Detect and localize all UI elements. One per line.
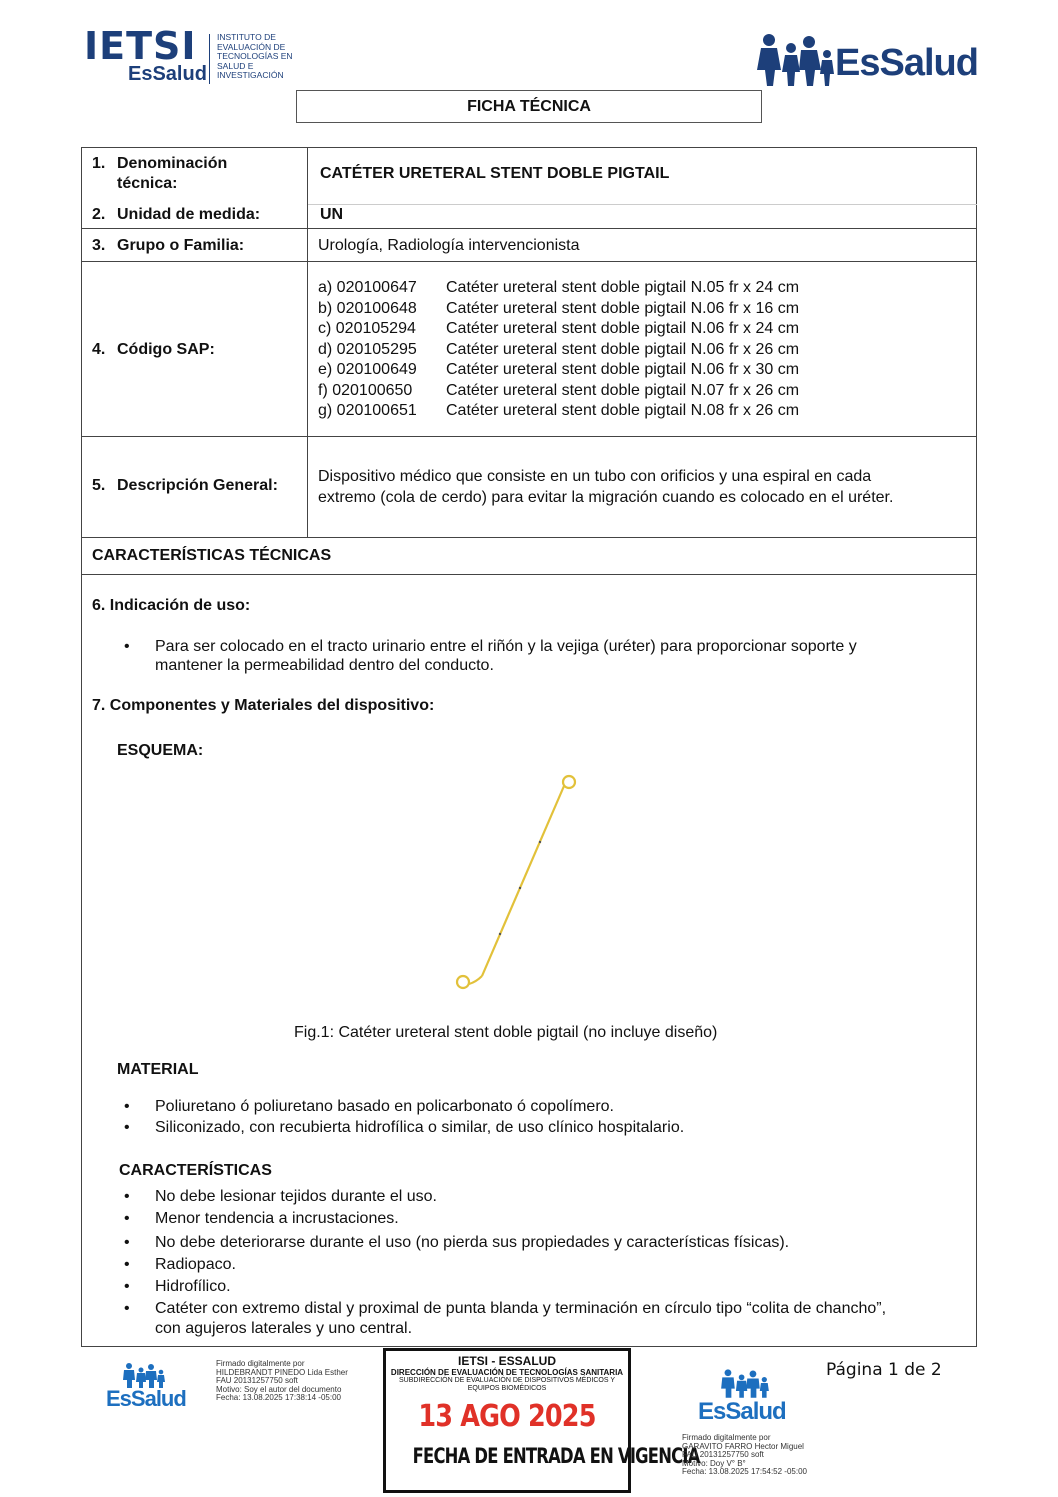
row3-num: 3.: [92, 237, 106, 254]
signature-right: Firmado digitalmente por GARAVITO FARRO Hector Miguel FAU 20131257750 soft Motivo: Doy V° B° Fecha: 13.08.2025 17:54:52 -05:00: [682, 1433, 807, 1476]
signature-left: Firmado digitalmente por HILDEBRANDT PINEDO Lida Esther FAU 20131257750 soft Motivo: Soy el autor del documento Fecha: 13.08.2025 17:38:14 -05:00: [216, 1359, 348, 1402]
sap-code-item: g) 020100651 Catéter ureteral stent doble pigtail N.08 fr x 26 cm: [318, 402, 800, 419]
row1-value: CATÉTER URETERAL STENT DOBLE PIGTAIL: [320, 165, 670, 182]
family-icon: [122, 1362, 166, 1388]
row4-label: Código SAP:: [117, 341, 215, 358]
s6-title: 6. Indicación de uso:: [92, 597, 251, 614]
validity-stamp: [383, 1348, 700, 1493]
row-divider: [82, 228, 977, 229]
row5-desc-line1: Dispositivo médico que consiste en un tubo con orificios y una espiral en cada: [318, 468, 872, 485]
sap-code-item: d) 020105295 Catéter ureteral stent doble pigtail N.06 fr x 26 cm: [318, 340, 800, 358]
section-heading: CARACTERÍSTICAS TÉCNICAS: [92, 547, 332, 564]
sap-code-item: a) 020100647 Catéter ureteral stent doble pigtail N.05 fr x 24 cm: [318, 279, 800, 296]
stamp-caption: FECHA DE ENTRADA EN VIGENCIA: [412, 1444, 700, 1468]
sap-code-item: f) 020100650 Catéter ureteral stent doble pigtail N.07 fr x 26 cm: [318, 381, 800, 399]
essalud-logo: [755, 30, 985, 88]
row4-num: 4.: [92, 341, 106, 358]
ietsi-institute-name: INSTITUTO DE EVALUACIÓN DE TECNOLOGÍAS EN SALUD E INVESTIGACIÓN: [217, 32, 293, 81]
stamp-date: 13 AGO 2025: [418, 1399, 596, 1434]
family-icon: [755, 32, 835, 88]
row1-label: Denominación técnica:: [117, 155, 228, 192]
caracteristica-item: • No debe deteriorarse durante el uso (no pierda sus propiedades y características físicas).: [155, 1232, 789, 1253]
ietsi-logo-sub: EsSalud: [128, 63, 207, 85]
essalud-logo-text: EsSalud: [835, 42, 978, 84]
caracteristica-item: • No debe lesionar tejidos durante el uso.: [155, 1186, 437, 1207]
row5-num: 5.: [92, 477, 106, 494]
material-item: • Poliuretano ó poliuretano basado en policarbonato ó copolímero.: [155, 1096, 614, 1117]
caracteristica-item: • Radiopaco.: [155, 1254, 236, 1275]
row-divider: [82, 574, 977, 575]
ietsi-logo-text: IETSI: [84, 24, 197, 68]
page-number: Página 1 de 2: [826, 1360, 942, 1380]
figure-caption: Fig.1: Catéter ureteral stent doble pigtail (no incluye diseño): [294, 1024, 718, 1041]
row-divider: [82, 537, 977, 538]
esquema-label: ESQUEMA:: [117, 742, 204, 759]
caracteristica-item-cont: con agujeros laterales y uno central.: [155, 1320, 413, 1337]
row2-num: 2.: [92, 206, 106, 223]
sap-code-item: e) 020100649 Catéter ureteral stent doble pigtail N.06 fr x 30 cm: [318, 361, 800, 378]
stamp-subdirection: SUBDIRECCIÓN DE EVALUACIÓN DE DISPOSITIVOS MÉDICOS Y EQUIPOS BIOMÉDICOS: [398, 1377, 615, 1392]
row2-label: Unidad de medida:: [117, 206, 261, 223]
row3-label: Grupo o Familia:: [117, 237, 245, 254]
caracteristica-item: • Catéter con extremo distal y proximal de punta blanda y terminación en círculo tipo “colita de chancho”,: [155, 1298, 886, 1319]
s6-bullet-cont: mantener la permeabilidad dentro del conducto.: [155, 657, 494, 674]
pigtail-catheter-figure: [442, 768, 602, 998]
sap-code-item: b) 020100648 Catéter ureteral stent doble pigtail N.06 fr x 16 cm: [318, 299, 800, 317]
material-title: MATERIAL: [117, 1061, 199, 1078]
row2-value: UN: [320, 206, 344, 223]
caracteristica-item: • Hidrofílico.: [155, 1276, 231, 1297]
caracteristica-item: • Menor tendencia a incrustaciones.: [155, 1208, 399, 1229]
row-divider-light: [307, 204, 977, 205]
row1-num: 1.: [92, 155, 106, 172]
essalud-logo-text: EsSalud: [698, 1398, 786, 1425]
column-divider: [307, 148, 308, 537]
document-title: FICHA TÉCNICA: [296, 90, 762, 123]
caracteristicas-title: CARACTERÍSTICAS: [119, 1162, 272, 1179]
stamp-direction: DIRECCIÓN DE EVALUACIÓN DE TECNOLOGÍAS SANITARIA: [390, 1368, 624, 1377]
row3-value: Urología, Radiología intervencionista: [318, 237, 580, 254]
essalud-footer-logo-left: [106, 1362, 186, 1412]
ietsi-logo: [84, 24, 304, 90]
essalud-footer-logo-right: [698, 1368, 798, 1425]
spec-table: [81, 147, 977, 1347]
stamp-title: IETSI - ESSALUD: [457, 1354, 556, 1368]
row5-desc-line2: extremo (cola de cerdo) para evitar la migración cuando es colocado en el uréter.: [318, 489, 894, 506]
s7-title: 7. Componentes y Materiales del dispositivo:: [92, 697, 435, 714]
logo-divider: [209, 34, 210, 84]
row5-label: Descripción General:: [117, 477, 278, 494]
row-divider: [82, 261, 977, 262]
material-item: • Siliconizado, con recubierta hidrofílica o similar, de uso clínico hospitalario.: [155, 1117, 684, 1138]
row-divider: [82, 436, 977, 437]
family-icon: [720, 1368, 770, 1398]
s6-bullet: • Para ser colocado en el tracto urinario entre el riñón y la vejiga (uréter) para proporcionar soporte y: [155, 636, 857, 657]
sap-code-item: c) 020105294 Catéter ureteral stent doble pigtail N.06 fr x 24 cm: [318, 320, 800, 337]
essalud-logo-text: EsSalud: [106, 1386, 186, 1411]
